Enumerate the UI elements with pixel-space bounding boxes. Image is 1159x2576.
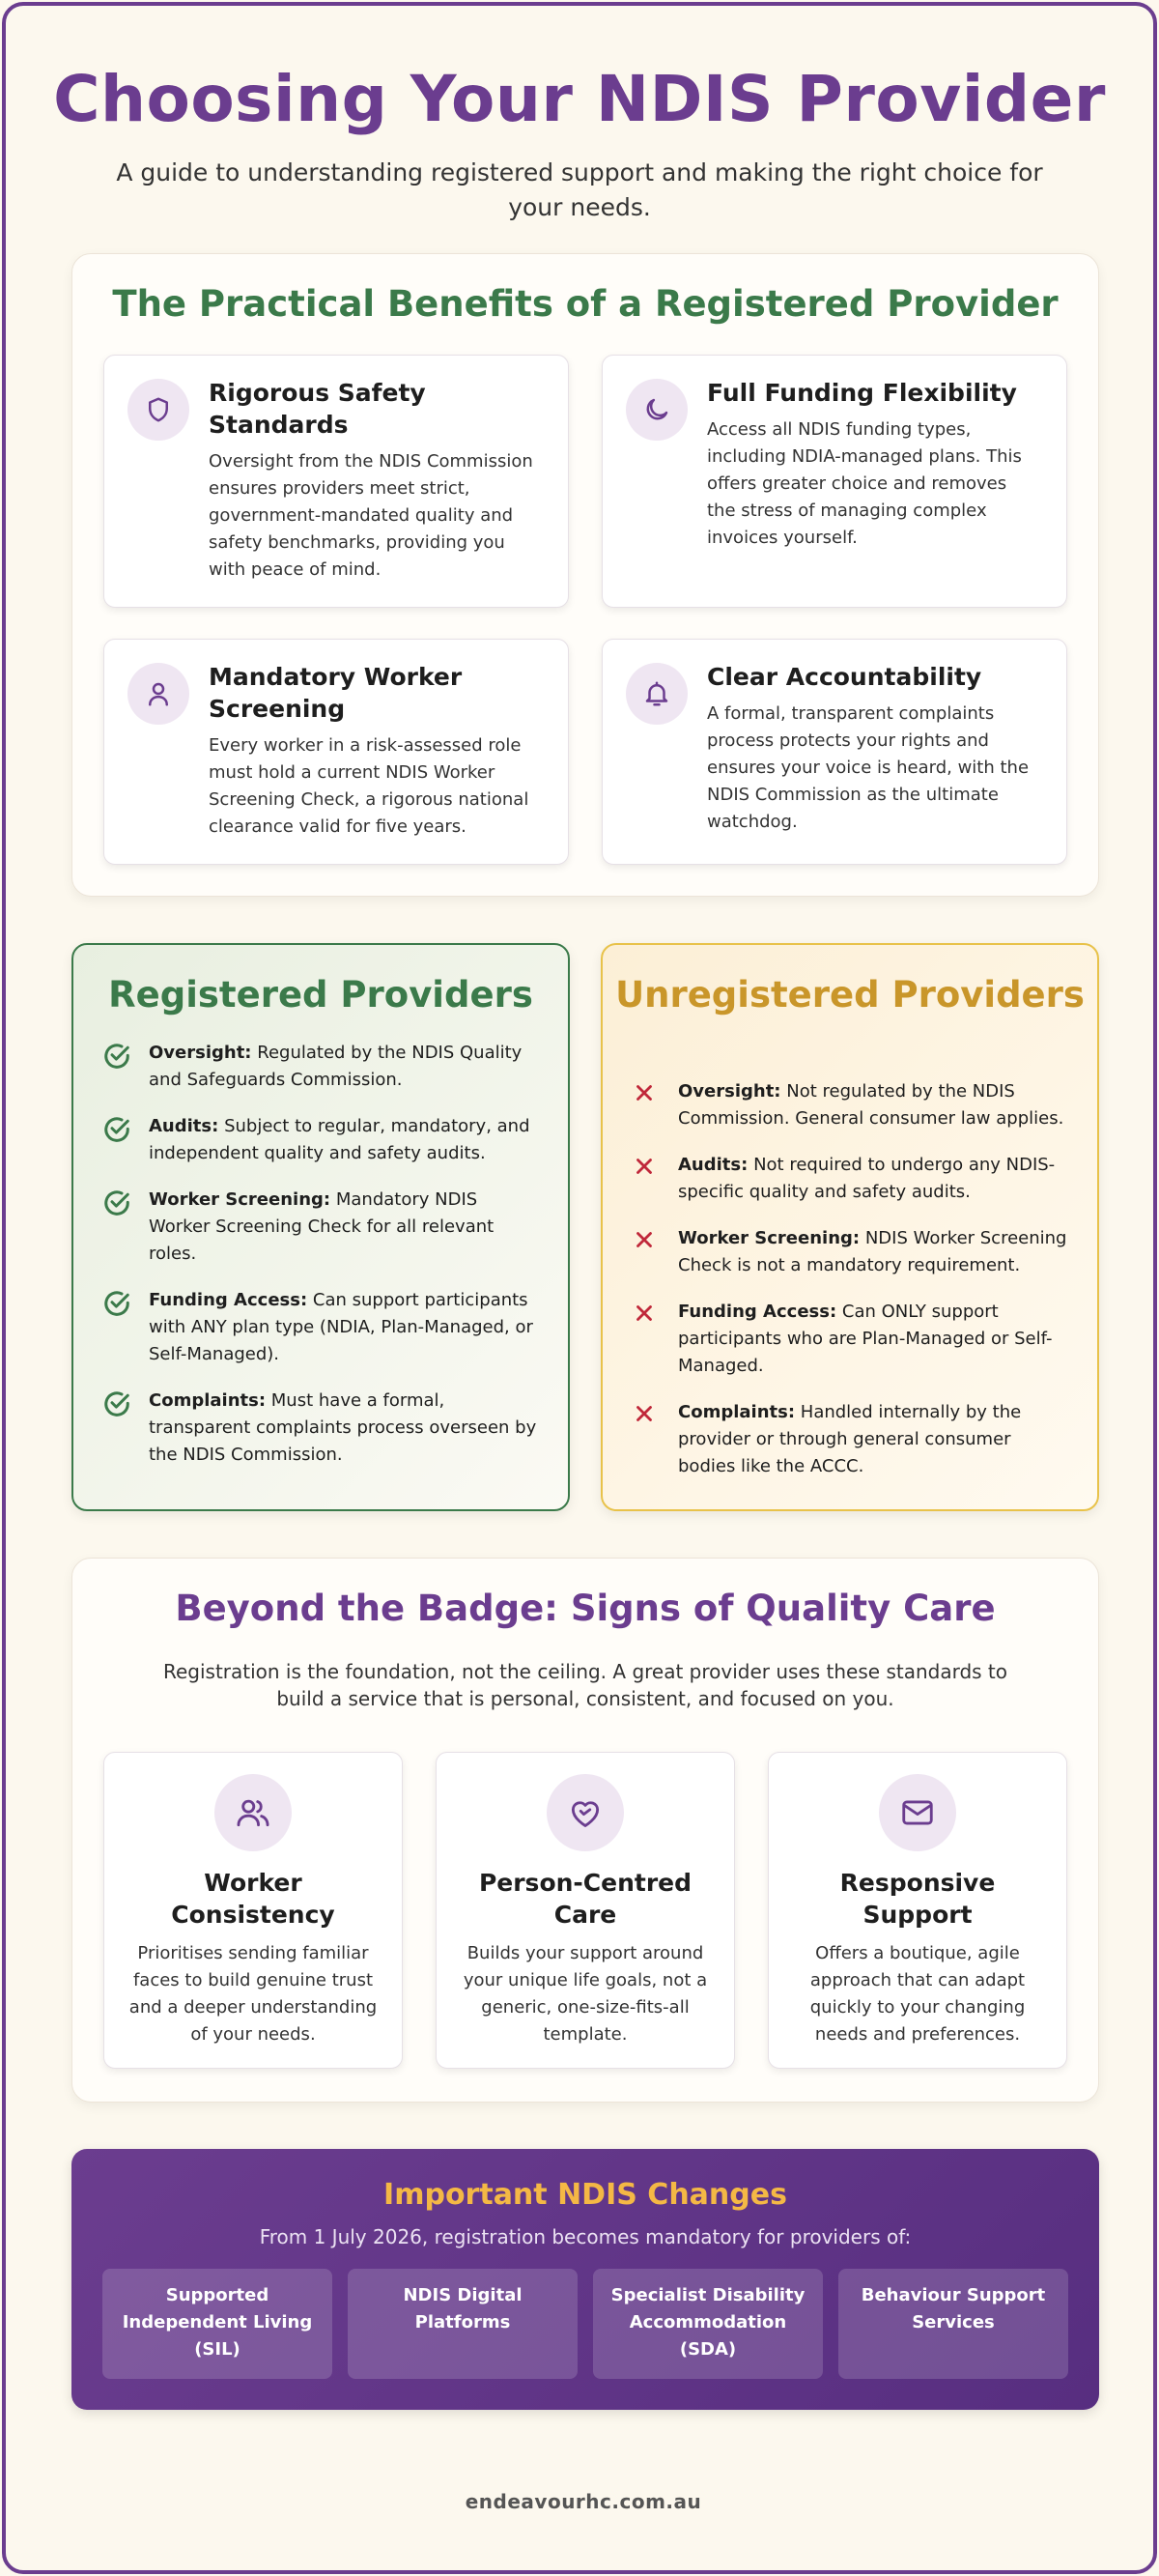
unregistered-providers-card — [601, 943, 1099, 1511]
bell-icon — [626, 663, 688, 725]
cross-icon — [632, 1080, 657, 1114]
quality-card-responsive — [768, 1752, 1067, 2069]
page-title: Choosing Your NDIS Provider — [53, 62, 1106, 136]
benefits-title: The Practical Benefits of a Registered Provider — [112, 283, 1059, 325]
item-text: Handled internally by the provider or through general consumer bodies like the ACCC. — [678, 1402, 1022, 1476]
item-label: Oversight: — [149, 1043, 252, 1063]
cross-icon — [632, 1401, 657, 1435]
change-item-sda: Specialist Disability Accommodation (SDA) — [593, 2269, 823, 2379]
unregistered-title: Unregistered Providers — [615, 974, 1085, 1016]
item-label: Funding Access: — [149, 1290, 308, 1310]
page-subtitle: A guide to understanding registered support and making the right choice for your needs. — [116, 158, 1043, 221]
mail-icon — [879, 1774, 956, 1851]
list-item — [632, 1152, 1068, 1206]
quality-card-consistency — [103, 1752, 403, 2069]
benefit-card-safety — [103, 355, 569, 608]
item-text: NDIS Worker Screening Check is not a mandatory requirement. — [678, 1228, 1067, 1275]
benefit-card-desc: Every worker in a risk-assessed role must hold a current NDIS Worker Screening Check, a rigorous national clearance valid for five years. — [209, 735, 529, 837]
item-label: Complaints: — [678, 1402, 796, 1422]
list-item — [102, 1113, 539, 1167]
quality-card-desc: Builds your support around your unique life goals, not a generic, one-size-fits-all template. — [463, 1943, 708, 2045]
quality-title: Beyond the Badge: Signs of Quality Care — [175, 1588, 996, 1629]
benefits-panel — [71, 253, 1099, 897]
quality-panel — [71, 1558, 1099, 2103]
benefit-card-desc: Oversight from the NDIS Commission ensures providers meet strict, government-mandated quality and safety benchmarks, providing you with peace of mind. — [209, 451, 533, 580]
cross-icon — [632, 1227, 657, 1261]
benefit-card-title: Mandatory Worker Screening — [209, 663, 463, 723]
item-label: Worker Screening: — [149, 1189, 331, 1210]
item-label: Funding Access: — [678, 1302, 837, 1322]
list-item — [102, 1187, 539, 1268]
item-label: Oversight: — [678, 1081, 781, 1102]
check-circle-icon — [102, 1115, 131, 1153]
item-label: Complaints: — [149, 1390, 267, 1411]
changes-title: Important NDIS Changes — [383, 2178, 787, 2212]
quality-card-person-centred — [436, 1752, 735, 2069]
list-item — [102, 1388, 539, 1469]
quality-card-title: Worker Consistency — [171, 1869, 335, 1929]
cross-icon — [632, 1154, 657, 1188]
benefit-card-desc: Access all NDIS funding types, including NDIA-managed plans. This offers greater choice and removes the stress of managing complex invoices yourself. — [707, 419, 1022, 548]
benefit-card-title: Full Funding Flexibility — [707, 379, 1017, 407]
item-text: Subject to regular, mandatory, and independent quality and safety audits. — [149, 1116, 530, 1163]
check-circle-icon — [102, 1042, 131, 1079]
item-text: Regulated by the NDIS Quality and Safeguards Commission. — [149, 1043, 523, 1090]
user-icon — [127, 663, 189, 725]
check-circle-icon — [102, 1289, 131, 1327]
item-text: Must have a formal, transparent complaints process overseen by the NDIS Commission. — [149, 1390, 537, 1465]
users-icon — [214, 1774, 292, 1851]
list-item — [632, 1078, 1068, 1132]
list-item — [632, 1399, 1068, 1480]
list-item — [632, 1225, 1068, 1279]
change-item-sil: Supported Independent Living (SIL) — [102, 2269, 332, 2379]
item-text: Not required to undergo any NDIS-specific quality and safety audits. — [678, 1155, 1056, 1202]
item-label: Audits: — [678, 1155, 749, 1175]
benefit-card-title: Rigorous Safety Standards — [209, 379, 426, 439]
check-circle-icon — [102, 1389, 131, 1427]
cross-icon — [632, 1301, 657, 1334]
change-item-behaviour-support: Behaviour Support Services — [838, 2269, 1068, 2379]
quality-card-title: Person-Centred Care — [478, 1869, 693, 1929]
quality-card-title: Responsive Support — [839, 1869, 996, 1929]
registered-providers-card — [71, 943, 570, 1511]
item-text: Can support participants with ANY plan type (NDIA, Plan-Managed, or Self-Managed). — [149, 1290, 533, 1364]
quality-card-desc: Prioritises sending familiar faces to build genuine trust and a deeper understanding of your needs. — [128, 1943, 378, 2045]
item-text: Can ONLY support participants who are Plan-Managed or Self-Managed. — [678, 1302, 1053, 1376]
ndis-changes-banner — [71, 2149, 1099, 2410]
list-item — [632, 1299, 1068, 1380]
item-label: Worker Screening: — [678, 1228, 861, 1248]
item-label: Audits: — [149, 1116, 219, 1136]
benefit-card-title: Clear Accountability — [707, 663, 982, 691]
check-circle-icon — [102, 1188, 131, 1226]
footer-website: endeavourhc.com.au — [465, 2490, 702, 2513]
benefit-card-accountability — [602, 639, 1067, 865]
quality-intro: Registration is the foundation, not the ceiling. A great provider uses these standards to build a service that is personal, consistent, and focused on you. — [162, 1660, 1008, 1710]
benefit-card-desc: A formal, transparent complaints process protects your rights and ensures your voice is heard, with the NDIS Commission as the ultimate watchdog. — [707, 703, 1030, 832]
changes-subtitle: From 1 July 2026, registration becomes mandatory for providers of: — [259, 2225, 912, 2248]
item-text: Not regulated by the NDIS Commission. General consumer law applies. — [678, 1081, 1064, 1129]
item-text: Mandatory NDIS Worker Screening Check for all relevant roles. — [149, 1189, 495, 1264]
shield-icon — [127, 379, 189, 441]
list-item — [102, 1287, 539, 1368]
benefit-card-funding — [602, 355, 1067, 608]
change-item-digital-platforms: NDIS Digital Platforms — [348, 2269, 578, 2379]
benefit-card-screening — [103, 639, 569, 865]
heart-hand-icon — [547, 1774, 624, 1851]
quality-card-desc: Offers a boutique, agile approach that can adapt quickly to your changing needs and preferences. — [809, 1943, 1026, 2045]
page-header — [6, 6, 1153, 225]
moon-icon — [626, 379, 688, 441]
registered-title: Registered Providers — [108, 974, 533, 1016]
list-item — [102, 1040, 539, 1094]
page-frame — [2, 2, 1157, 2574]
